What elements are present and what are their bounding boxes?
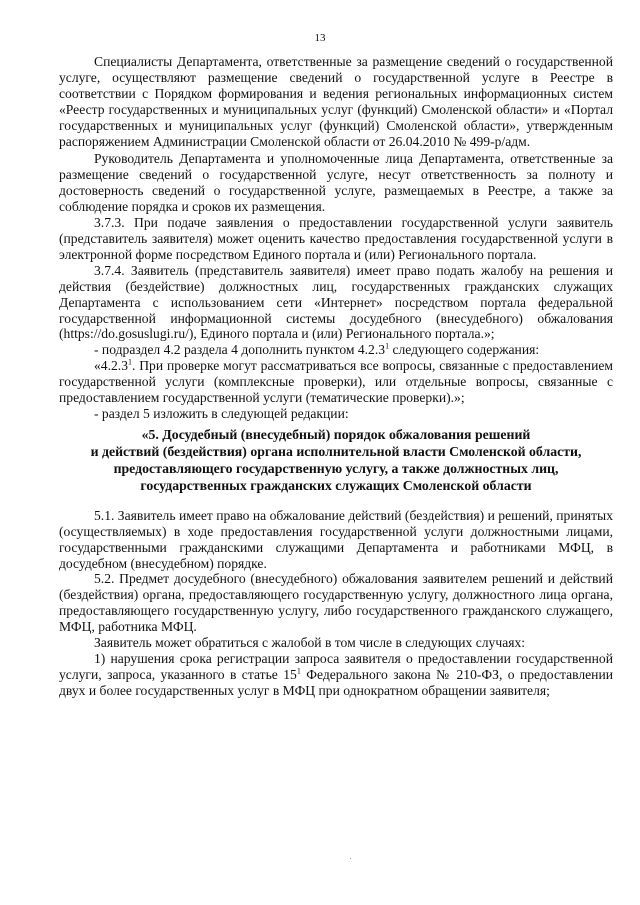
paragraph: 5.1. Заявитель имеет право на обжалование действий (бездействия) и решений, принятых (осуществляемых) в ходе предоставления государственной услуги должностными лицами, государственными гражданскими служащими Департамента и работниками МФЦ, в досудебном (внесудебном) порядке. [59, 507, 613, 571]
paragraph-text: Федерального закона № 210-ФЗ, о предоставлении двух и более государственных услуг в МФЦ при однократном обращении заявителя; [59, 666, 613, 698]
page-number: 13 [314, 32, 326, 44]
paragraph: Заявитель может обратиться с жалобой в том числе в следующих случаях: [94, 635, 526, 651]
paragraph-text: 1) нарушения срока регистрации запроса заявителя о предоставлении государственной услуги, запроса, указанного в статье 15 [59, 651, 613, 682]
paragraph: 3.7.3. При подаче заявления о предоставлении государственной услуги заявитель (представитель заявителя) может оценить качество предоставления государственной услуги в электронной форме посредством Единого портала и (или) Регионального портала. [59, 215, 613, 262]
document-body [59, 54, 613, 699]
heading-line: государственных гражданских служащих Смоленской области [140, 477, 532, 493]
paragraph: 3.7.4. Заявитель (представитель заявителя) имеет право подать жалобу на решения и действия (бездействие) должностных лиц, государственных гражданских служащих Департамента с использованием сети «Интернет» посредством портала федеральной государственной информационной системы досудебного (внесудебного) обжалования (https://do.gosuslugi.ru/), Единого портала и (или) Регионального портала.»; [59, 262, 613, 342]
paragraph: - раздел 5 изложить в следующей редакции: [94, 405, 349, 421]
paragraph: 5.2. Предмет досудебного (внесудебного) обжалования заявителем решений и действий (бездействия) органа, предоставляющего государственную услугу, должностного лица органа, предоставляющего государственную услугу, либо государственного гражданского служащего, МФЦ, работника МФЦ. [59, 571, 613, 635]
paragraph [59, 342, 613, 358]
heading-line: «5. Досудебный (внесудебный) порядок обжалования решений [141, 426, 531, 442]
superscript: 1 [296, 666, 301, 676]
paragraph [59, 358, 613, 406]
paragraph-text: . При проверке могут рассматриваться все вопросы, связанные с предоставлением государственной услуги (комплексные проверки), или отдельные вопросы, связанные с предоставлением государственной услуги (тематические проверки).»; [59, 358, 613, 406]
superscript: 1 [385, 341, 390, 351]
superscript: 1 [127, 357, 132, 367]
paragraph-text: - подраздел 4.2 раздела 4 дополнить пунктом 4.2.3 [94, 342, 386, 358]
scan-speck [350, 858, 351, 859]
paragraph-text: следующего содержания: [389, 342, 540, 358]
paragraph: Специалисты Департамента, ответственные за размещение сведений о государственной услуге, осуществляют размещение сведений о государственной услуге в Реестре в соответствии с Порядком формирования и ведения региональных информационных систем «Реестр государственных и муниципальных услуг (функций) Смоленской области» и «Портал государственных и муниципальных услуг (функций) Смоленской области», утвержденным распоряжением Администрации Смоленской области от 26.04.2010 № 499-р/адм. [59, 54, 613, 149]
paragraph-text: «4.2.3 [94, 358, 128, 374]
paragraph: Руководитель Департамента и уполномоченные лица Департамента, ответственные за размещение сведений о государственной услуге, несут ответственность за полноту и достоверность сведений о государственной услуге, размещаемых в Реестре, а также за соблюдение порядка и сроков их размещения. [59, 151, 613, 215]
section-heading [59, 426, 613, 494]
heading-line: предоставляющего государственную услугу, а также должностных лиц, [113, 460, 559, 476]
paragraph [59, 651, 613, 699]
heading-line: и действий (бездействия) органа исполнительной власти Смоленской области, [90, 443, 582, 459]
